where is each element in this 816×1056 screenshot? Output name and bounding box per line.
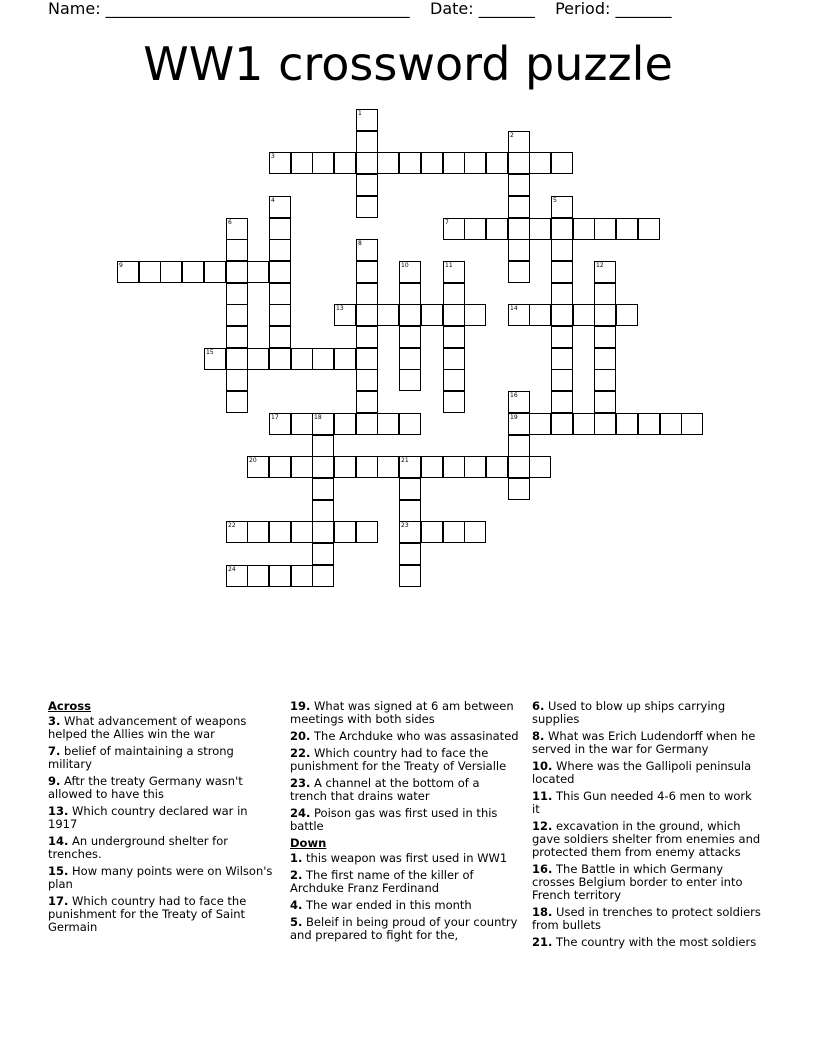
crossword-cell[interactable] xyxy=(508,413,530,435)
crossword-cell[interactable] xyxy=(356,196,378,218)
clue-number: 11. xyxy=(532,789,553,803)
crossword-cell[interactable] xyxy=(226,239,248,261)
crossword-cell[interactable] xyxy=(443,152,465,174)
clue-number-label: 23 xyxy=(401,522,409,529)
crossword-cell[interactable] xyxy=(508,456,530,478)
crossword-cell[interactable] xyxy=(226,304,248,326)
clue-number: 23. xyxy=(290,776,311,790)
crossword-cell[interactable] xyxy=(529,218,551,240)
clue-down-11 xyxy=(532,790,762,816)
crossword-cell[interactable] xyxy=(226,391,248,413)
crossword-cell[interactable] xyxy=(291,152,313,174)
page-title: WW1 crossword puzzle xyxy=(143,37,673,91)
clue-text: Where was the Gallipoli peninsula located xyxy=(532,759,752,786)
clue-number-label: 1 xyxy=(358,110,362,117)
crossword-cell[interactable] xyxy=(312,521,334,543)
crossword-cell[interactable] xyxy=(529,413,551,435)
clue-across-23 xyxy=(290,777,520,803)
clue-number: 8. xyxy=(532,729,545,743)
crossword-cell[interactable] xyxy=(226,218,248,240)
crossword-cell[interactable] xyxy=(464,521,486,543)
crossword-cell[interactable] xyxy=(616,413,638,435)
date-field-label[interactable]: Date: _______ xyxy=(430,0,535,18)
crossword-cell[interactable] xyxy=(594,369,616,391)
crossword-cell[interactable] xyxy=(573,218,595,240)
crossword-cell[interactable] xyxy=(269,152,291,174)
crossword-cell[interactable] xyxy=(291,565,313,587)
crossword-cell[interactable] xyxy=(356,174,378,196)
crossword-cell[interactable] xyxy=(529,456,551,478)
crossword-cell[interactable] xyxy=(486,152,508,174)
crossword-cell[interactable] xyxy=(399,152,421,174)
clue-down-12 xyxy=(532,820,762,859)
crossword-cell[interactable] xyxy=(312,348,334,370)
clue-number-label: 10 xyxy=(401,262,409,269)
clue-across-22 xyxy=(290,747,520,773)
clue-number-label: 21 xyxy=(401,457,409,464)
clue-text: What was signed at 6 am between meetings with both sides xyxy=(290,699,514,726)
crossword-cell[interactable] xyxy=(269,521,291,543)
clue-down-1 xyxy=(290,852,520,865)
clue-number: 24. xyxy=(290,806,311,820)
crossword-cell[interactable] xyxy=(312,500,334,522)
crossword-cell[interactable] xyxy=(269,218,291,240)
crossword-cell[interactable] xyxy=(312,565,334,587)
clue-text: Aftr the treaty Germany wasn't allowed to have this xyxy=(48,774,243,801)
crossword-cell[interactable] xyxy=(356,348,378,370)
crossword-cell[interactable] xyxy=(399,283,421,305)
clue-number: 12. xyxy=(532,819,553,833)
clue-text: Used to blow up ships carrying supplies xyxy=(532,699,726,726)
crossword-cell[interactable] xyxy=(508,131,530,153)
clue-number: 20. xyxy=(290,729,311,743)
crossword-cell[interactable] xyxy=(551,283,573,305)
crossword-cell[interactable] xyxy=(508,152,530,174)
crossword-cell[interactable] xyxy=(551,326,573,348)
crossword-cell[interactable] xyxy=(399,565,421,587)
clue-column-3 xyxy=(532,700,762,953)
crossword-cell[interactable] xyxy=(443,521,465,543)
crossword-cell[interactable] xyxy=(399,500,421,522)
crossword-cell[interactable] xyxy=(356,261,378,283)
clue-down-16 xyxy=(532,863,762,902)
crossword-cell[interactable] xyxy=(226,348,248,370)
crossword-cell[interactable] xyxy=(508,435,530,457)
clue-number-label: 12 xyxy=(596,262,604,269)
crossword-cell[interactable] xyxy=(464,218,486,240)
clue-number-label: 7 xyxy=(445,219,449,226)
crossword-cell[interactable] xyxy=(508,391,530,413)
crossword-cell[interactable] xyxy=(594,304,616,326)
crossword-cell[interactable] xyxy=(443,283,465,305)
crossword-cell[interactable] xyxy=(356,326,378,348)
crossword-cell[interactable] xyxy=(594,261,616,283)
crossword-cell[interactable] xyxy=(594,348,616,370)
clue-number-label: 22 xyxy=(228,522,236,529)
clue-text: An underground shelter for trenches. xyxy=(48,834,228,861)
crossword-cell[interactable] xyxy=(247,261,269,283)
crossword-cell[interactable] xyxy=(377,413,399,435)
crossword-cell[interactable] xyxy=(594,218,616,240)
crossword-cell[interactable] xyxy=(594,391,616,413)
clue-column-1 xyxy=(48,700,278,938)
crossword-cell[interactable] xyxy=(616,218,638,240)
crossword-cell[interactable] xyxy=(269,304,291,326)
clue-number-label: 3 xyxy=(271,153,275,160)
crossword-cell[interactable] xyxy=(421,456,443,478)
crossword-cell[interactable] xyxy=(139,261,161,283)
crossword-cell[interactable] xyxy=(486,218,508,240)
across-heading: Across xyxy=(48,699,91,713)
crossword-cell[interactable] xyxy=(269,565,291,587)
clue-number: 21. xyxy=(532,935,553,949)
clue-text: This Gun needed 4-6 men to work it xyxy=(532,789,752,816)
crossword-cell[interactable] xyxy=(443,456,465,478)
crossword-cell[interactable] xyxy=(443,348,465,370)
crossword-cell[interactable] xyxy=(638,218,660,240)
crossword-cell[interactable] xyxy=(660,413,682,435)
crossword-cell[interactable] xyxy=(443,369,465,391)
crossword-cell[interactable] xyxy=(160,261,182,283)
clue-across-24 xyxy=(290,807,520,833)
crossword-cell[interactable] xyxy=(247,348,269,370)
crossword-cell[interactable] xyxy=(291,348,313,370)
crossword-cell[interactable] xyxy=(551,369,573,391)
clue-number-label: 2 xyxy=(510,132,514,139)
crossword-cell[interactable] xyxy=(551,152,573,174)
crossword-cell[interactable] xyxy=(247,565,269,587)
clue-down-5 xyxy=(290,916,520,942)
crossword-cell[interactable] xyxy=(551,391,573,413)
crossword-cell[interactable] xyxy=(508,304,530,326)
clue-text: How many points were on Wilson's plan xyxy=(48,864,273,891)
clue-number-label: 24 xyxy=(228,566,236,573)
clue-number: 9. xyxy=(48,774,61,788)
crossword-cell[interactable] xyxy=(399,456,421,478)
crossword-cell[interactable] xyxy=(356,152,378,174)
crossword-cell[interactable] xyxy=(377,152,399,174)
crossword-cell[interactable] xyxy=(312,435,334,457)
crossword-cell[interactable] xyxy=(356,304,378,326)
clue-number-label: 11 xyxy=(445,262,453,269)
clue-text: Which country had to face the punishment for the Treaty of Versialle xyxy=(290,746,507,773)
clue-across-19 xyxy=(290,700,520,726)
crossword-cell[interactable] xyxy=(334,413,356,435)
crossword-cell[interactable] xyxy=(573,304,595,326)
clue-text: belief of maintaining a strong military xyxy=(48,744,234,771)
clue-across-20 xyxy=(290,730,520,743)
clue-number-label: 8 xyxy=(358,240,362,247)
clue-number: 15. xyxy=(48,864,69,878)
crossword-cell[interactable] xyxy=(356,521,378,543)
crossword-cell[interactable] xyxy=(464,304,486,326)
crossword-cell[interactable] xyxy=(356,391,378,413)
clue-across-13 xyxy=(48,805,278,831)
crossword-cell[interactable] xyxy=(334,521,356,543)
crossword-cell[interactable] xyxy=(226,283,248,305)
clue-number-label: 13 xyxy=(336,305,344,312)
crossword-cell[interactable] xyxy=(269,283,291,305)
crossword-cell[interactable] xyxy=(182,261,204,283)
name-field-label[interactable]: Name: ______________________________________ xyxy=(48,0,410,18)
clue-down-2 xyxy=(290,869,520,895)
period-field-label[interactable]: Period: _______ xyxy=(555,0,672,18)
clue-number: 14. xyxy=(48,834,69,848)
clue-number: 10. xyxy=(532,759,553,773)
crossword-cell[interactable] xyxy=(399,521,421,543)
crossword-cell[interactable] xyxy=(226,261,248,283)
clue-column-2 xyxy=(290,700,520,946)
crossword-cell[interactable] xyxy=(377,304,399,326)
clue-number: 22. xyxy=(290,746,311,760)
crossword-cell[interactable] xyxy=(616,304,638,326)
crossword-cell[interactable] xyxy=(356,456,378,478)
clue-number: 5. xyxy=(290,915,303,929)
clue-across-3 xyxy=(48,715,278,741)
clue-text: excavation in the ground, which gave soldiers shelter from enemies and protected them from enemy attacks xyxy=(532,819,761,859)
crossword-cell[interactable] xyxy=(399,348,421,370)
clue-text: this weapon was first used in WW1 xyxy=(306,851,508,865)
crossword-cell[interactable] xyxy=(334,348,356,370)
clue-number-label: 17 xyxy=(271,414,279,421)
crossword-cell[interactable] xyxy=(226,369,248,391)
clue-down-6 xyxy=(532,700,762,726)
crossword-cell[interactable] xyxy=(421,521,443,543)
clue-number: 1. xyxy=(290,851,303,865)
clue-number: 7. xyxy=(48,744,61,758)
clue-text: Which country declared war in 1917 xyxy=(48,804,248,831)
crossword-cell[interactable] xyxy=(529,304,551,326)
clue-across-9 xyxy=(48,775,278,801)
clue-number: 19. xyxy=(290,699,311,713)
clue-number-label: 20 xyxy=(249,457,257,464)
crossword-cell[interactable] xyxy=(573,413,595,435)
clue-text: The first name of the killer of Archduke Franz Ferdinand xyxy=(290,868,474,895)
clue-number-label: 4 xyxy=(271,197,275,204)
crossword-cell[interactable] xyxy=(443,261,465,283)
crossword-cell[interactable] xyxy=(508,261,530,283)
crossword-cell[interactable] xyxy=(356,283,378,305)
crossword-cell[interactable] xyxy=(551,304,573,326)
crossword-cell[interactable] xyxy=(443,326,465,348)
crossword-cell[interactable] xyxy=(399,304,421,326)
crossword-cell[interactable] xyxy=(551,196,573,218)
crossword-cell[interactable] xyxy=(443,304,465,326)
clue-number-label: 14 xyxy=(510,305,518,312)
crossword-cell[interactable] xyxy=(312,456,334,478)
crossword-cell[interactable] xyxy=(508,239,530,261)
crossword-cell[interactable] xyxy=(334,152,356,174)
clue-number-label: 15 xyxy=(206,349,214,356)
crossword-cell[interactable] xyxy=(594,413,616,435)
crossword-cell[interactable] xyxy=(247,456,269,478)
clue-down-4 xyxy=(290,899,520,912)
crossword-cell[interactable] xyxy=(312,543,334,565)
clue-number: 18. xyxy=(532,905,553,919)
clue-number-label: 9 xyxy=(119,262,123,269)
clue-down-10 xyxy=(532,760,762,786)
crossword-cell[interactable] xyxy=(247,521,269,543)
crossword-cell[interactable] xyxy=(594,283,616,305)
clue-text: Which country had to face the punishment for the Treaty of Saint Germain xyxy=(48,894,247,934)
clue-number-label: 5 xyxy=(553,197,557,204)
crossword-cell[interactable] xyxy=(551,239,573,261)
crossword-cell[interactable] xyxy=(291,456,313,478)
clue-number-label: 18 xyxy=(314,414,322,421)
crossword-cell[interactable] xyxy=(204,261,226,283)
crossword-cell[interactable] xyxy=(356,413,378,435)
clue-number-label: 16 xyxy=(510,392,518,399)
clue-text: Beleif in being proud of your country and prepared to fight for the, xyxy=(290,915,518,942)
crossword-cell[interactable] xyxy=(508,174,530,196)
crossword-cell[interactable] xyxy=(399,413,421,435)
crossword-cell[interactable] xyxy=(551,348,573,370)
clue-text: The Battle in which Germany crosses Belgium border to enter into French territory xyxy=(532,862,743,902)
clue-text: A channel at the bottom of a trench that drains water xyxy=(290,776,480,803)
clue-text: What was Erich Ludendorff when he served in the war for Germany xyxy=(532,729,756,756)
crossword-cell[interactable] xyxy=(269,326,291,348)
clue-across-7 xyxy=(48,745,278,771)
clue-number-label: 19 xyxy=(510,414,518,421)
clue-number: 4. xyxy=(290,898,303,912)
crossword-cell[interactable] xyxy=(226,521,248,543)
crossword-cell[interactable] xyxy=(356,369,378,391)
crossword-cell[interactable] xyxy=(529,152,551,174)
crossword-cell[interactable] xyxy=(551,218,573,240)
crossword-cell[interactable] xyxy=(356,131,378,153)
clue-down-21 xyxy=(532,936,762,949)
crossword-cell[interactable] xyxy=(269,413,291,435)
crossword-cell[interactable] xyxy=(291,521,313,543)
crossword-cell[interactable] xyxy=(681,413,703,435)
crossword-cell[interactable] xyxy=(399,261,421,283)
crossword-cell[interactable] xyxy=(269,239,291,261)
clue-number: 2. xyxy=(290,868,303,882)
clue-number: 3. xyxy=(48,714,61,728)
clue-text: The Archduke who was assasinated xyxy=(314,729,519,743)
crossword-cell[interactable] xyxy=(399,326,421,348)
clue-across-14 xyxy=(48,835,278,861)
crossword-cell[interactable] xyxy=(269,348,291,370)
crossword-cell[interactable] xyxy=(226,326,248,348)
crossword-cell[interactable] xyxy=(269,261,291,283)
down-heading: Down xyxy=(290,836,327,850)
clue-number: 16. xyxy=(532,862,553,876)
crossword-cell[interactable] xyxy=(508,218,530,240)
clue-text: Used in trenches to protect soldiers from bullets xyxy=(532,905,761,932)
crossword-cell[interactable] xyxy=(443,218,465,240)
crossword-cell[interactable] xyxy=(204,348,226,370)
clue-text: Poison gas was first used in this battle xyxy=(290,806,498,833)
clue-text: The war ended in this month xyxy=(306,898,472,912)
clue-across-15 xyxy=(48,865,278,891)
crossword-cell[interactable] xyxy=(356,239,378,261)
clue-down-18 xyxy=(532,906,762,932)
crossword-cell[interactable] xyxy=(421,304,443,326)
crossword-cell[interactable] xyxy=(508,478,530,500)
crossword-cell[interactable] xyxy=(312,413,334,435)
crossword-cell[interactable] xyxy=(551,413,573,435)
clue-text: The country with the most soldiers xyxy=(556,935,757,949)
clue-down-8 xyxy=(532,730,762,756)
crossword-cell[interactable] xyxy=(226,565,248,587)
crossword-cell[interactable] xyxy=(312,478,334,500)
crossword-cell[interactable] xyxy=(464,152,486,174)
crossword-cell[interactable] xyxy=(356,109,378,131)
crossword-cell[interactable] xyxy=(117,261,139,283)
crossword-cell[interactable] xyxy=(443,391,465,413)
crossword-cell[interactable] xyxy=(421,152,443,174)
clue-text: What advancement of weapons helped the Allies win the war xyxy=(48,714,247,741)
crossword-cell[interactable] xyxy=(291,413,313,435)
crossword-cell[interactable] xyxy=(377,456,399,478)
clue-across-17 xyxy=(48,895,278,934)
clue-number-label: 6 xyxy=(228,219,232,226)
crossword-cell[interactable] xyxy=(594,326,616,348)
clue-number: 17. xyxy=(48,894,69,908)
crossword-cell[interactable] xyxy=(334,304,356,326)
crossword-cell[interactable] xyxy=(399,478,421,500)
crossword-cell[interactable] xyxy=(486,456,508,478)
crossword-cell[interactable] xyxy=(464,456,486,478)
clue-number: 13. xyxy=(48,804,69,818)
clue-number: 6. xyxy=(532,699,545,713)
crossword-cell[interactable] xyxy=(269,196,291,218)
crossword-cell[interactable] xyxy=(638,413,660,435)
crossword-cell[interactable] xyxy=(508,196,530,218)
crossword-cell[interactable] xyxy=(399,543,421,565)
crossword-cell[interactable] xyxy=(399,369,421,391)
crossword-cell[interactable] xyxy=(269,456,291,478)
crossword-cell[interactable] xyxy=(334,456,356,478)
crossword-cell[interactable] xyxy=(551,261,573,283)
crossword-cell[interactable] xyxy=(312,152,334,174)
